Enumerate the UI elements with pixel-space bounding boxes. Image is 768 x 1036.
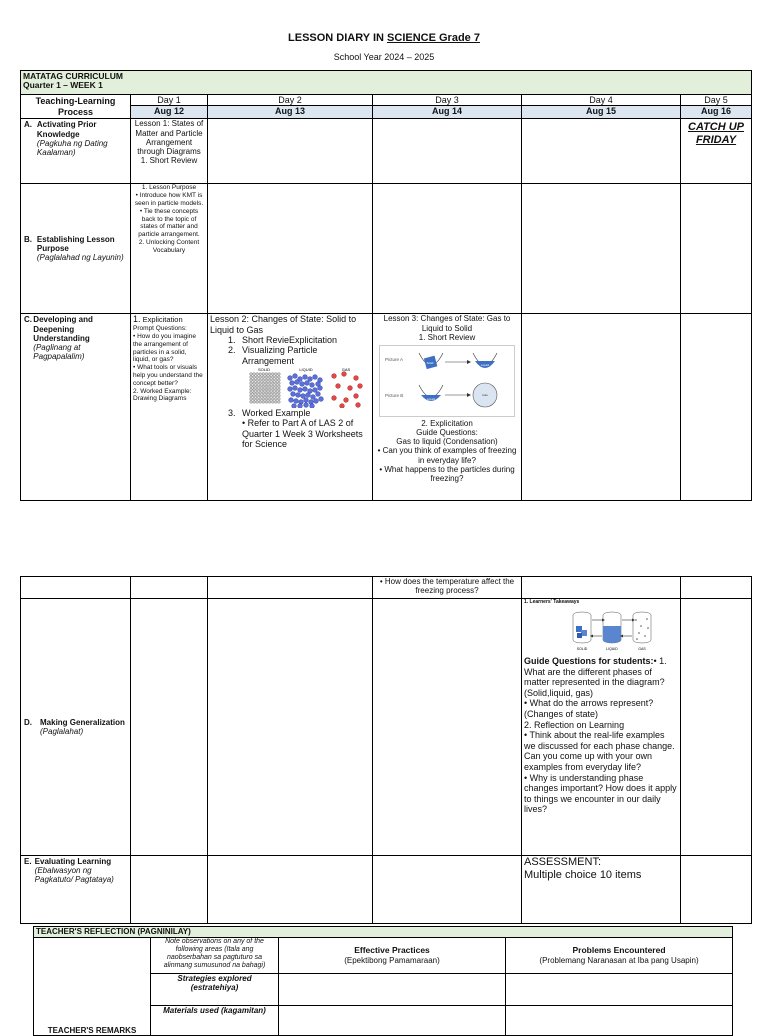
row-e-day5 — [681, 856, 752, 924]
day-3-label: Day 3 — [373, 95, 522, 106]
solid-particle — [271, 388, 274, 391]
solid-particle — [259, 373, 262, 376]
row-c-day3: Lesson 3: Changes of State: Gas to Liquid to Solid 1. Short Review Picture A Picture B Solid Liquid Liquid Gas 2. Explicitation Guide Questions: Gas to liquid (Condensation) • Can you think of examples of freezing in everyday life? • What happens to the particles during freezing? — [373, 314, 522, 501]
solid-particle — [250, 388, 253, 391]
solid-particle — [259, 382, 262, 385]
solid-particle — [274, 385, 277, 388]
solid-particle — [265, 382, 268, 385]
row-b-day1: 1. Lesson Purpose • Introduce how KMT is seen in particle models. • Tie these concepts back to the topic of states of matter and particle arrangement. 2. Unlocking Content Vocabulary — [131, 184, 208, 314]
solid-particle — [259, 388, 262, 391]
cont-day3: • How does the temperature affect the freezing process? — [373, 577, 522, 599]
solid-particle — [268, 379, 271, 382]
day-5-label: Day 5 — [681, 95, 752, 106]
row-c-day2: Lesson 2: Changes of State: Solid to Liquid to Gas 1. Short RevieExplicitation 2. Visualizing Particle Arrangement SOLID LIQUID GAS 3. Worked Example • Refer to Part A of LAS 2 of Quarter 1 Week 3 Worksheets for Science — [208, 314, 373, 501]
solid-particle — [262, 379, 265, 382]
gas-label-b: Gas — [482, 392, 488, 397]
solid-particle — [253, 401, 256, 404]
solid-particle — [250, 373, 253, 376]
row-a-day5 — [681, 119, 752, 184]
solid-particle — [262, 382, 265, 385]
row-d-day1 — [131, 599, 208, 856]
cont-day5 — [681, 577, 752, 599]
solid-particle — [265, 394, 268, 397]
gas-particle — [336, 384, 341, 389]
solid-particle — [271, 397, 274, 400]
solid-particle — [259, 385, 262, 388]
solid-particle — [265, 401, 268, 404]
lesson-table-week1 — [20, 70, 752, 501]
solid-particle — [265, 379, 268, 382]
gas-particle — [332, 396, 337, 401]
cont-day2 — [208, 577, 373, 599]
solid-particle — [274, 373, 277, 376]
row-d-label: D. Making Generalization (Paglalahat) — [21, 599, 131, 856]
solid-particle — [274, 388, 277, 391]
solid-particle — [278, 388, 281, 391]
row-b-label: B. Establishing Lesson Purpose (Paglalahad ng Layunin) — [21, 184, 131, 314]
liquid-particle — [294, 399, 299, 404]
row-e-day1 — [131, 856, 208, 924]
row-a-day1: Lesson 1: States of Matter and Particle Arrangement through Diagrams 1. Short Review — [131, 119, 208, 184]
liquid-particle — [290, 381, 295, 386]
liquid-particle — [303, 375, 308, 380]
solid-cube-label: Solid — [426, 360, 434, 365]
reflection-header: TEACHER'S REFLECTION (PAGNINILAY) — [34, 927, 733, 938]
solid-particle — [265, 388, 268, 391]
solid-particle — [253, 391, 256, 394]
solid-particle — [256, 385, 259, 388]
solid-particle — [271, 379, 274, 382]
solid-particle — [262, 401, 265, 404]
curriculum-header: MATATAG CURRICULUM Quarter 1 – WEEK 1 — [21, 71, 752, 95]
gas-particle — [358, 384, 363, 389]
particle-arrangement-diagram — [248, 366, 368, 408]
cont-day4 — [522, 577, 681, 599]
strategies-problems — [506, 974, 733, 1006]
teachers-remarks-label: TEACHER'S REMARKS — [34, 938, 151, 1036]
solid-particle — [274, 376, 277, 379]
solid-particles — [250, 373, 281, 404]
liquid-particle — [303, 387, 308, 392]
liquid-particle — [296, 393, 301, 398]
solid-particle — [274, 379, 277, 382]
gas-jar-particle — [635, 619, 637, 621]
gas-particle — [348, 386, 353, 391]
solid-particle — [278, 401, 281, 404]
solid-particle — [250, 382, 253, 385]
row-d-day4: 1. Learners' Takeaways SOLID LIQUID GAS Guide Questions for students:• 1. What are the different phases of matter represented in the diagram? (Solid,liquid, gas) • What do the arrows represent? (Changes of state) 2. Reflection on Learning • Think about the real-life examples we discussed for each phase change. Can you come up with your own examples from everyday life? • Why is understanding phase changes important? How does it apply to things we encounter in our daily lives? — [522, 599, 681, 856]
liquid-particles — [288, 374, 324, 408]
strategies-explored: Strategies explored (estratehiya) — [151, 974, 279, 1006]
solid-particle — [262, 376, 265, 379]
liquid-particle — [298, 388, 303, 393]
row-b-day3 — [373, 184, 522, 314]
picture-a-label: Picture A — [385, 356, 404, 362]
solid-particle — [256, 373, 259, 376]
solid-particle — [256, 382, 259, 385]
solid-particle — [256, 376, 259, 379]
row-e-day2 — [208, 856, 373, 924]
solid-particle — [253, 385, 256, 388]
takeaway-liquid-label: LIQUID — [606, 646, 618, 651]
materials-used: Materials used (kagamitan) — [151, 1006, 279, 1036]
catch-up-friday: CATCH UP FRIDAY — [688, 121, 745, 146]
day-4-date: Aug 15 — [522, 106, 681, 119]
problems-encountered-header: Problems Encountered (Problemang Naranasan at Iba pang Usapin) — [506, 938, 733, 974]
solid-particle — [259, 394, 262, 397]
solid-particle — [274, 401, 277, 404]
day-3-date: Aug 14 — [373, 106, 522, 119]
solid-particle — [265, 373, 268, 376]
solid-particle — [256, 394, 259, 397]
solid-particle — [262, 373, 265, 376]
row-c-day4 — [522, 314, 681, 501]
solid-particle — [250, 376, 253, 379]
picture-b-label: Picture B — [385, 392, 404, 398]
liquid-particle — [318, 386, 323, 391]
solid-particle — [278, 394, 281, 397]
solid-particle — [271, 373, 274, 376]
solid-particle — [268, 401, 271, 404]
solid-particle — [265, 376, 268, 379]
solid-particle — [250, 401, 253, 404]
row-a-day3 — [373, 119, 522, 184]
solid-particle — [259, 397, 262, 400]
solid-particle — [256, 388, 259, 391]
takeaway-solid-label: SOLID — [576, 646, 588, 651]
observation-note: Note observations on any of the following areas (Itala ang naobserbahan sa pagtuturo sa alinmang sumusunod na bahagi) — [151, 938, 279, 974]
row-e-label: E. Evaluating Learning (Ebalwasyon ng Pagkatuto/ Pagtataya) — [21, 856, 131, 924]
solid-particle — [265, 391, 268, 394]
liquid-particle — [289, 398, 294, 403]
liquid-particle — [305, 381, 310, 386]
solid-particle — [262, 397, 265, 400]
freezing-condensation-diagram — [379, 345, 515, 417]
solid-particle — [265, 397, 268, 400]
solid-particle — [259, 391, 262, 394]
solid-particle — [268, 397, 271, 400]
strategies-effective — [279, 974, 506, 1006]
solid-particle — [250, 394, 253, 397]
gas-jar-particle — [644, 635, 646, 637]
solid-particle — [259, 379, 262, 382]
solid-particle — [278, 373, 281, 376]
gas-particle — [342, 372, 347, 377]
day-2-label: Day 2 — [208, 95, 373, 106]
solid-particle — [278, 385, 281, 388]
liquid-particle — [314, 399, 319, 404]
row-a-label: A. Activating Prior Knowledge (Pagkuha ng Dating Kaalaman) — [21, 119, 131, 184]
liquid-particle — [300, 382, 305, 387]
solid-particle — [259, 401, 262, 404]
day-1-date: Aug 12 — [131, 106, 208, 119]
row-b-day5 — [681, 184, 752, 314]
day-2-date: Aug 13 — [208, 106, 373, 119]
row-d-day5 — [681, 599, 752, 856]
solid-particle — [274, 391, 277, 394]
row-d-day2 — [208, 599, 373, 856]
solid-particle — [253, 397, 256, 400]
solid-particle — [265, 385, 268, 388]
solid-particle — [253, 373, 256, 376]
solid-particle — [250, 379, 253, 382]
materials-effective — [279, 1006, 506, 1036]
liquid-particle — [304, 398, 309, 403]
solid-particle — [274, 382, 277, 385]
solid-particle — [262, 388, 265, 391]
row-b-day2 — [208, 184, 373, 314]
cont-label — [21, 577, 131, 599]
takeaway-gas-label: GAS — [638, 646, 646, 651]
liquid-particle — [288, 376, 293, 381]
solid-particle — [256, 379, 259, 382]
liquid-particle — [313, 375, 318, 380]
liquid-particle — [311, 395, 316, 400]
liquid-particle — [308, 377, 313, 382]
solid-particle — [268, 394, 271, 397]
gas-particle — [354, 376, 359, 381]
day-5-date: Aug 16 — [681, 106, 752, 119]
effective-practices-header: Effective Practices (Epektibong Pamamaraan) — [279, 938, 506, 974]
gas-particles — [332, 372, 363, 408]
solid-particle — [278, 382, 281, 385]
solid-particle — [262, 391, 265, 394]
teaching-learning-label: Teaching-Learning Process — [21, 95, 131, 119]
liquid-particle — [304, 403, 309, 408]
row-d-day3 — [373, 599, 522, 856]
gas-particle — [356, 403, 361, 408]
solid-particle — [274, 394, 277, 397]
row-a-day2 — [208, 119, 373, 184]
row-b-day4 — [522, 184, 681, 314]
solid-particle — [256, 391, 259, 394]
gas-particle — [344, 398, 349, 403]
liquid-particle — [293, 386, 298, 391]
liquid-particle — [306, 393, 311, 398]
solid-particle — [268, 391, 271, 394]
solid-particle — [268, 376, 271, 379]
row-a-day4 — [522, 119, 681, 184]
gas-jar-particle — [640, 625, 642, 627]
solid-particle — [262, 385, 265, 388]
solid-particle — [268, 382, 271, 385]
row-e-day4: ASSESSMENT: Multiple choice 10 items — [522, 856, 681, 924]
teacher-reflection-table — [33, 926, 733, 1036]
solid-particle — [256, 397, 259, 400]
materials-problems — [506, 1006, 733, 1036]
liquid-particle — [310, 383, 315, 388]
gas-jar-particle — [638, 632, 640, 634]
liquid-particle — [291, 392, 296, 397]
title-subject: SCIENCE Grade 7 — [387, 32, 480, 44]
liquid-particle — [313, 388, 318, 393]
gas-label: GAS — [341, 367, 351, 373]
gas-particle — [354, 394, 359, 399]
solid-particle — [253, 379, 256, 382]
solid-particle — [271, 401, 274, 404]
solid-particle — [253, 388, 256, 391]
liquid-particle — [293, 374, 298, 379]
liquid-label-a: Liquid — [480, 362, 490, 367]
solid-particle — [268, 385, 271, 388]
solid-particle — [250, 391, 253, 394]
row-c-day5 — [681, 314, 752, 501]
solid-label: SOLID — [257, 367, 271, 373]
solid-particle — [271, 394, 274, 397]
document-title: LESSON DIARY IN SCIENCE Grade 7 — [288, 32, 480, 44]
gas-jar-particle — [646, 618, 648, 620]
liquid-label-b: Liquid — [426, 396, 436, 401]
solid-particle — [271, 385, 274, 388]
solid-particle — [253, 394, 256, 397]
liquid-particle — [301, 394, 306, 399]
liquid-label: LIQUID — [299, 367, 313, 373]
solid-particle — [268, 373, 271, 376]
solid-particle — [278, 379, 281, 382]
cont-day1 — [131, 577, 208, 599]
solid-particle — [278, 391, 281, 394]
phase-change-diagram — [544, 606, 664, 656]
solid-particle — [268, 388, 271, 391]
solid-particle — [271, 391, 274, 394]
solid-particle — [256, 401, 259, 404]
solid-particle — [271, 376, 274, 379]
day-1-label: Day 1 — [131, 95, 208, 106]
solid-particle — [250, 397, 253, 400]
solid-particle — [253, 376, 256, 379]
solid-particle — [259, 376, 262, 379]
solid-particle — [250, 385, 253, 388]
row-c-day1: 1. Explicitation Prompt Questions: • How do you imagine the arrangement of particles in a solid, liquid, or gas? • What tools or visuals help you understand the concept better? 2. Worked Example: Drawing Diagrams — [131, 314, 208, 501]
day-4-label: Day 4 — [522, 95, 681, 106]
solid-particle — [278, 376, 281, 379]
gas-particle — [340, 404, 345, 408]
liquid-particle — [288, 387, 293, 392]
gas-jar-particle — [636, 638, 638, 640]
solid-particle — [253, 382, 256, 385]
liquid-particle — [316, 392, 321, 397]
gas-jar-particle — [647, 627, 649, 629]
solid-particle — [271, 382, 274, 385]
liquid-particle — [295, 380, 300, 385]
row-e-day3 — [373, 856, 522, 924]
solid-particle — [278, 397, 281, 400]
gas-particle — [332, 374, 337, 379]
row-c-label: C. Developing and Deepening Understanding (Paglinang at Pagpapalalim) — [21, 314, 131, 501]
solid-particle — [262, 394, 265, 397]
liquid-particle — [319, 397, 324, 402]
school-year: School Year 2024 – 2025 — [333, 52, 435, 62]
lesson-table-continued — [20, 576, 752, 924]
solid-particle — [274, 397, 277, 400]
